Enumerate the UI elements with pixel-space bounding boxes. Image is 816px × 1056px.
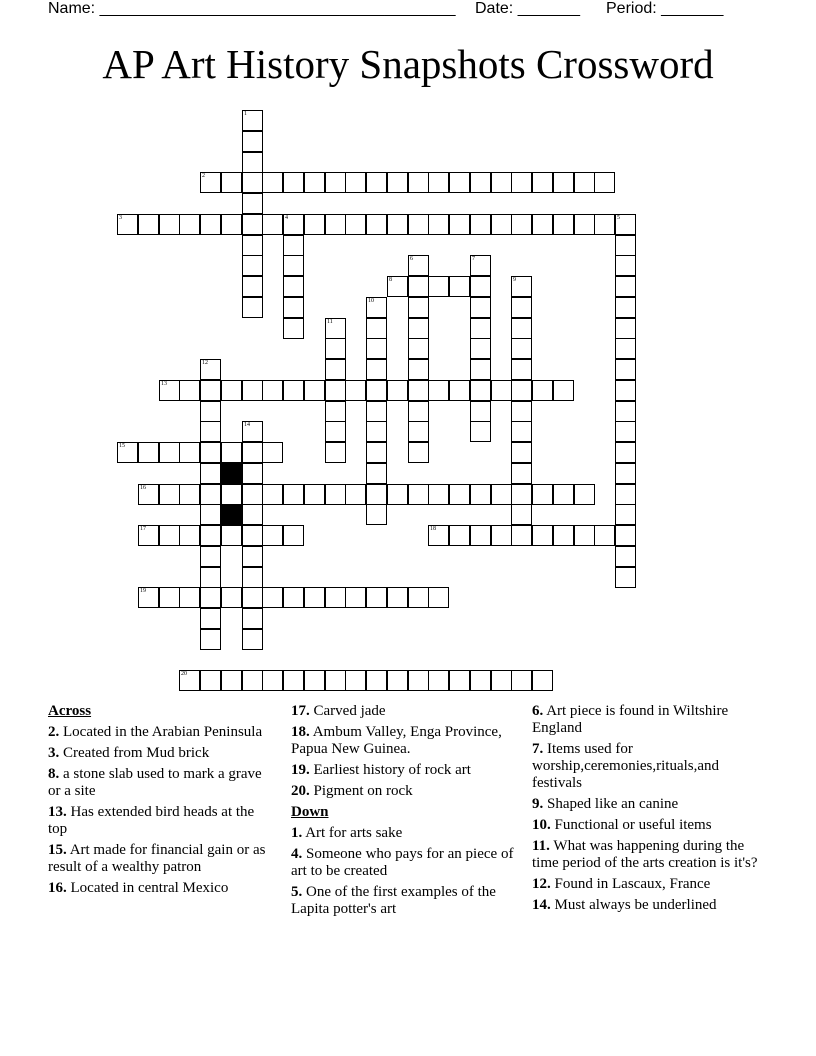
grid-cell[interactable] [221,670,242,691]
grid-cell[interactable] [615,276,636,297]
clue-down-12: 12. Found in Lascaux, France [532,876,711,892]
clue-number: 10 [368,298,374,304]
grid-cell[interactable] [200,608,221,629]
grid-cell[interactable] [262,525,283,546]
clue-down-10: 10. Functional or useful items [532,817,712,833]
clue-number: 8 [389,277,392,283]
grid-cell[interactable] [574,172,595,193]
grid-cell[interactable] [532,670,553,691]
grid-cell[interactable] [242,131,263,152]
grid-cell[interactable] [242,608,263,629]
clue-number: 6 [410,256,413,262]
clue-across-13: 13. Has extended bird heads at the top [48,804,255,837]
grid-cell[interactable] [345,214,366,235]
grid-cell[interactable] [242,214,263,235]
grid-cell[interactable] [366,338,387,359]
grid-cell[interactable] [262,172,283,193]
grid-cell[interactable] [366,670,387,691]
grid-cell[interactable] [449,214,470,235]
grid-cell[interactable] [325,338,346,359]
grid-cell[interactable] [449,276,470,297]
grid-cell[interactable] [304,484,325,505]
grid-cell[interactable] [408,338,429,359]
grid-cell[interactable] [594,214,615,235]
grid-cell[interactable] [242,421,263,442]
grid-cell[interactable] [325,318,346,339]
grid-cell[interactable] [366,172,387,193]
clue-number: 3 [119,215,122,221]
grid-cell[interactable] [366,380,387,401]
clue-number: 17 [140,526,146,532]
clue-across-20: 20. Pigment on rock [291,783,413,799]
grid-cell[interactable] [345,380,366,401]
grid-cell[interactable] [242,504,263,525]
grid-cell[interactable] [283,670,304,691]
grid-cell[interactable] [179,670,200,691]
clue-number: 5 [617,215,620,221]
grid-cell[interactable] [200,670,221,691]
grid-cell[interactable] [615,235,636,256]
grid-cell[interactable] [242,525,263,546]
clue-number: 18 [430,526,436,532]
grid-cell[interactable] [491,525,512,546]
grid-cell[interactable] [117,442,138,463]
clue-across-16: 16. Located in central Mexico [48,880,229,896]
grid-cell[interactable] [491,214,512,235]
grid-cell[interactable] [511,442,532,463]
grid-cell[interactable] [138,442,159,463]
clue-across-8: 8. a stone slab used to mark a grave or a site [48,766,262,799]
grid-cell[interactable] [221,484,242,505]
grid-cell[interactable] [470,359,491,380]
clue-number: 1 [244,111,247,117]
clue-number: 2 [202,173,205,179]
grid-cell[interactable] [200,463,221,484]
grid-cell[interactable] [283,380,304,401]
grid-cell[interactable] [470,670,491,691]
grid-cell[interactable] [221,587,242,608]
grid-cell[interactable] [532,380,553,401]
grid-cell[interactable] [408,214,429,235]
grid-cell[interactable] [200,629,221,650]
grid-cell[interactable] [491,172,512,193]
grid-cell[interactable] [594,525,615,546]
grid-cell[interactable] [574,525,595,546]
clue-across-15: 15. Art made for financial gain or as result of a wealthy patron [48,842,266,875]
clue-down-7: 7. Items used for worship,ceremonies,rituals,and festivals [532,741,720,791]
grid-cell[interactable] [221,442,242,463]
grid-cell[interactable] [470,338,491,359]
grid-cell[interactable] [345,484,366,505]
grid-cell[interactable] [408,484,429,505]
grid-cell[interactable] [511,318,532,339]
grid-cell[interactable] [283,214,304,235]
clue-number: 12 [202,360,208,366]
grid-cell[interactable] [200,525,221,546]
grid-cell[interactable] [470,401,491,422]
grid-cell[interactable] [221,214,242,235]
grid-cell[interactable] [159,484,180,505]
grid-cell[interactable] [511,380,532,401]
grid-cell[interactable] [242,670,263,691]
grid-cell[interactable] [428,172,449,193]
grid-cell[interactable] [159,214,180,235]
grid-cell[interactable] [511,214,532,235]
clue-down-6: 6. Art piece is found in Wiltshire England [532,703,729,736]
grid-cell[interactable] [200,442,221,463]
grid-cell[interactable] [325,587,346,608]
grid-cell[interactable] [242,276,263,297]
grid-cell[interactable] [242,546,263,567]
grid-cell[interactable] [159,442,180,463]
grid-cell[interactable] [262,670,283,691]
grid-cell[interactable] [117,214,138,235]
grid-cell[interactable] [179,525,200,546]
grid-cell[interactable] [428,525,449,546]
grid-cell[interactable] [366,587,387,608]
grid-cell[interactable] [304,214,325,235]
grid-cell[interactable] [470,421,491,442]
grid-cell[interactable] [325,380,346,401]
grid-cell[interactable] [387,670,408,691]
grid-cell[interactable] [615,214,636,235]
clue-down-5: 5. One of the first examples of the Lapita potter's art [291,884,496,917]
grid-cell[interactable] [325,670,346,691]
grid-cell[interactable] [511,276,532,297]
grid-cell[interactable] [615,380,636,401]
grid-cell[interactable] [449,670,470,691]
grid-cell[interactable] [553,214,574,235]
grid-cell[interactable] [615,442,636,463]
clue-number: 19 [140,588,146,594]
grid-cell[interactable] [470,172,491,193]
clue-down-1: 1. Art for arts sake [291,825,403,841]
period-field[interactable]: Period: _______ [606,0,724,17]
clue-number: 11 [327,319,333,325]
grid-cell[interactable] [553,380,574,401]
grid-cell[interactable] [615,297,636,318]
grid-cell[interactable] [283,276,304,297]
clue-down-14: 14. Must always be underlined [532,897,717,913]
grid-cell[interactable] [408,318,429,339]
grid-cell[interactable] [408,380,429,401]
grid-cell[interactable] [428,276,449,297]
grid-cell[interactable] [221,525,242,546]
grid-cell[interactable] [179,214,200,235]
grid-cell[interactable] [304,380,325,401]
grid-cell[interactable] [511,297,532,318]
grid-cell[interactable] [200,587,221,608]
grid-cell[interactable] [283,318,304,339]
grid-cell[interactable] [262,587,283,608]
grid-cell[interactable] [491,484,512,505]
grid-cell[interactable] [615,504,636,525]
grid-cell[interactable] [553,525,574,546]
grid-cell[interactable] [387,380,408,401]
down-heading: Down [291,804,329,820]
clue-number: 13 [161,381,167,387]
grid-cell[interactable] [428,670,449,691]
grid-cell[interactable] [283,297,304,318]
grid-cell[interactable] [470,297,491,318]
grid-cell[interactable] [511,401,532,422]
grid-cell[interactable] [304,670,325,691]
grid-cell[interactable] [325,214,346,235]
grid-cell[interactable] [242,587,263,608]
grid-cell[interactable] [366,297,387,318]
grid-cell[interactable] [366,442,387,463]
grid-cell[interactable] [242,172,263,193]
grid-cell[interactable] [304,587,325,608]
grid-cell[interactable] [159,380,180,401]
date-field[interactable]: Date: _______ [475,0,580,17]
grid-cell[interactable] [491,380,512,401]
grid-cell[interactable] [615,484,636,505]
grid-cell[interactable] [470,318,491,339]
grid-cell[interactable] [242,442,263,463]
grid-cell[interactable] [345,172,366,193]
clue-across-17: 17. Carved jade [291,703,386,719]
clue-number: 7 [472,256,475,262]
grid-cell[interactable] [511,172,532,193]
grid-cell[interactable] [200,484,221,505]
grid-cell[interactable] [366,463,387,484]
clue-across-2: 2. Located in the Arabian Peninsula [48,724,263,740]
grid-cell[interactable] [325,421,346,442]
clue-across-18: 18. Ambum Valley, Enga Province, Papua New Guinea. [291,724,502,757]
grid-cell[interactable] [491,670,512,691]
grid-cell[interactable] [283,255,304,276]
grid-cell[interactable] [532,525,553,546]
clue-down-9: 9. Shaped like an canine [532,796,679,812]
grid-cell[interactable] [387,214,408,235]
grid-cell[interactable] [262,214,283,235]
clue-number: 4 [285,215,288,221]
grid-cell[interactable] [470,525,491,546]
grid-cell[interactable] [200,359,221,380]
grid-cell[interactable] [283,525,304,546]
grid-cell[interactable] [200,401,221,422]
clue-number: 16 [140,485,146,491]
grid-cell[interactable] [511,504,532,525]
grid-cell[interactable] [615,318,636,339]
grid-cell[interactable] [511,670,532,691]
grid-cell[interactable] [179,380,200,401]
grid-cell[interactable] [553,172,574,193]
page-title: AP Art History Snapshots Crossword [102,41,714,87]
grid-cell[interactable] [200,567,221,588]
grid-cell[interactable] [511,463,532,484]
grid-cell[interactable] [138,525,159,546]
grid-cell[interactable] [615,421,636,442]
grid-cell[interactable] [408,297,429,318]
grid-cell[interactable] [449,525,470,546]
grid-cell[interactable] [408,172,429,193]
grid-cell[interactable] [200,380,221,401]
grid-cell[interactable] [138,587,159,608]
grid-cell[interactable] [428,214,449,235]
grid-cell[interactable] [179,442,200,463]
grid-cell[interactable] [366,484,387,505]
grid-cell[interactable] [200,172,221,193]
grid-cell[interactable] [138,484,159,505]
grid-cell[interactable] [408,359,429,380]
grid-cell[interactable] [262,484,283,505]
clue-down-11: 11. What was happening during the time period of the arts creation is it's? [532,838,758,871]
grid-cell[interactable] [428,484,449,505]
grid-cell[interactable] [470,484,491,505]
grid-cell[interactable] [511,525,532,546]
clue-column-2 [291,703,516,922]
grid-cell[interactable] [242,152,263,173]
grid-cell[interactable] [138,214,159,235]
grid-cell[interactable] [179,484,200,505]
grid-cell[interactable] [408,401,429,422]
grid-cell[interactable] [615,338,636,359]
grid-cell[interactable] [574,214,595,235]
grid-cell[interactable] [179,587,200,608]
grid-cell[interactable] [242,484,263,505]
grid-cell[interactable] [470,380,491,401]
clue-number: 15 [119,443,125,449]
grid-cell[interactable] [408,255,429,276]
grid-cell[interactable] [345,670,366,691]
grid-cell[interactable] [428,380,449,401]
grid-cell[interactable] [345,587,366,608]
grid-cell[interactable] [511,359,532,380]
grid-cell[interactable] [615,359,636,380]
grid-cell[interactable] [387,172,408,193]
grid-cell[interactable] [242,297,263,318]
grid-cell[interactable] [325,442,346,463]
grid-cell[interactable] [553,484,574,505]
grid-cell[interactable] [387,587,408,608]
grid-cell[interactable] [532,214,553,235]
black-cell [221,463,242,484]
grid-cell[interactable] [408,670,429,691]
grid-cell[interactable] [242,463,263,484]
grid-cell[interactable] [262,380,283,401]
grid-cell[interactable] [242,235,263,256]
grid-cell[interactable] [408,276,429,297]
clue-number: 9 [513,277,516,283]
clue-down-4: 4. Someone who pays for an piece of art to be created [291,846,514,879]
grid-cell[interactable] [200,504,221,525]
grid-cell[interactable] [408,587,429,608]
across-heading: Across [48,703,92,719]
grid-cell[interactable] [470,255,491,276]
grid-cell[interactable] [366,359,387,380]
clue-across-3: 3. Created from Mud brick [48,745,210,761]
grid-cell[interactable] [200,546,221,567]
grid-cell[interactable] [574,484,595,505]
name-field[interactable]: Name: ________________________________________ [48,0,456,17]
grid-cell[interactable] [242,110,263,131]
grid-cell[interactable] [615,567,636,588]
grid-cell[interactable] [532,484,553,505]
grid-cell[interactable] [200,421,221,442]
grid-cell[interactable] [283,587,304,608]
grid-cell[interactable] [532,172,553,193]
grid-cell[interactable] [428,587,449,608]
grid-cell[interactable] [366,421,387,442]
grid-cell[interactable] [283,484,304,505]
clue-column-1 [48,703,276,901]
grid-cell[interactable] [325,484,346,505]
grid-cell[interactable] [387,276,408,297]
grid-cell[interactable] [615,401,636,422]
grid-cell[interactable] [283,172,304,193]
grid-cell[interactable] [470,276,491,297]
grid-cell[interactable] [449,484,470,505]
grid-cell[interactable] [242,629,263,650]
grid-cell[interactable] [325,401,346,422]
grid-cell[interactable] [325,359,346,380]
grid-cell[interactable] [615,525,636,546]
grid-cell[interactable] [615,546,636,567]
grid-cell[interactable] [200,214,221,235]
grid-cell[interactable] [159,525,180,546]
grid-cell[interactable] [325,172,346,193]
grid-cell[interactable] [511,338,532,359]
grid-cell[interactable] [366,214,387,235]
grid-cell[interactable] [159,587,180,608]
grid-cell[interactable] [594,172,615,193]
grid-cell[interactable] [242,567,263,588]
grid-cell[interactable] [366,504,387,525]
black-cell [221,504,242,525]
grid-cell[interactable] [366,401,387,422]
grid-cell[interactable] [221,172,242,193]
grid-cell[interactable] [242,255,263,276]
grid-cell[interactable] [408,421,429,442]
clue-number: 20 [181,671,187,677]
grid-cell[interactable] [615,463,636,484]
grid-cell[interactable] [283,235,304,256]
grid-cell[interactable] [242,193,263,214]
grid-cell[interactable] [470,214,491,235]
grid-cell[interactable] [449,380,470,401]
grid-cell[interactable] [366,318,387,339]
grid-cell[interactable] [304,172,325,193]
grid-cell[interactable] [387,484,408,505]
grid-cell[interactable] [615,255,636,276]
grid-cell[interactable] [221,380,242,401]
grid-cell[interactable] [449,172,470,193]
grid-cell[interactable] [511,484,532,505]
grid-cell[interactable] [262,442,283,463]
grid-cell[interactable] [408,442,429,463]
grid-cell[interactable] [511,421,532,442]
grid-cell[interactable] [242,380,263,401]
clue-across-19: 19. Earliest history of rock art [291,762,471,778]
clue-column-3 [532,703,767,918]
clue-number: 14 [244,422,250,428]
